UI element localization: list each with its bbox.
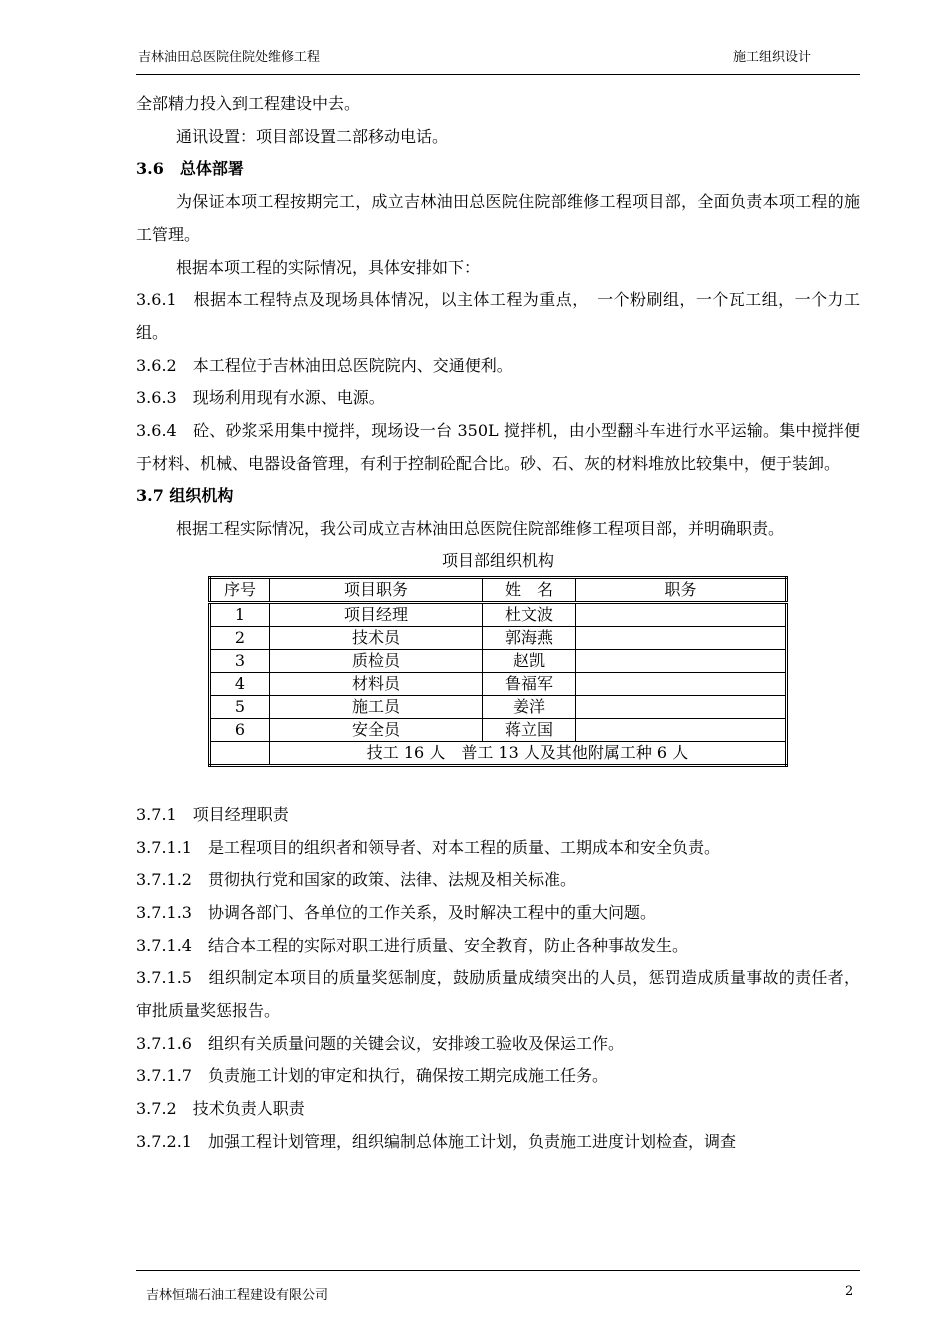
table-cell: 技术员 xyxy=(270,626,483,649)
clause: 3.6.2 本工程位于吉林油田总医院院内、交通便利。 xyxy=(136,355,513,375)
table-cell: 1 xyxy=(210,602,270,626)
table-cell: 4 xyxy=(210,672,270,695)
spacer xyxy=(136,767,860,799)
page-body xyxy=(136,88,860,1159)
clause: 3.7.1.1 是工程项目的组织者和领导者、对本工程的质量、工期成本和安全负责。 xyxy=(136,837,720,857)
section-heading: 3.7 组织机构 xyxy=(136,486,234,506)
staffing-note: 技工 16 人 普工 13 人及其他附属工种 6 人 xyxy=(270,741,787,765)
footer-company: 吉林恒瑞石油工程建设有限公司 xyxy=(146,1288,329,1303)
table-cell: 5 xyxy=(210,695,270,718)
table-cell xyxy=(576,672,787,695)
table-row xyxy=(210,649,787,672)
paragraph: 根据工程实际情况，我公司成立吉林油田总医院住院部维修工程项目部，并明确职责。 xyxy=(176,519,785,539)
table-cell: 项目经理 xyxy=(270,602,483,626)
table-cell: 安全员 xyxy=(270,718,483,741)
table-cell: 3 xyxy=(210,649,270,672)
table-cell xyxy=(576,695,787,718)
clause: 3.6.4 砼、砂浆采用集中搅拌，现场设一台 350L 搅拌机，由小型翻斗车进行水平运输。集中搅拌便于材料、机械、电器设备管理，有利于控制砼配合比。砂、石、灰的材料堆放比较集中，便于装卸。 xyxy=(136,421,860,473)
header-left: 吉林油田总医院住院处维修工程 xyxy=(138,50,321,65)
table-header-cell: 职务 xyxy=(576,577,787,602)
paragraph: 全部精力投入到工程建设中去。 xyxy=(136,94,361,113)
paragraph: 通讯设置：项目部设置二部移动电话。 xyxy=(176,126,449,146)
clause: 3.7.1.3 协调各部门、各单位的工作关系，及时解决工程中的重大问题。 xyxy=(136,902,656,922)
table-row xyxy=(210,672,787,695)
table-cell xyxy=(576,626,787,649)
clause: 3.7.2.1 加强工程计划管理，组织编制总体施工计划，负责施工进度计划检查，调查 xyxy=(136,1131,736,1151)
page-number: 2 xyxy=(845,1284,854,1299)
paragraph: 根据本项工程的实际情况，具体安排如下： xyxy=(176,257,481,277)
table-cell: 2 xyxy=(210,626,270,649)
section-heading: 3.6 总体部署 xyxy=(136,159,244,179)
table-header-row xyxy=(210,577,787,602)
table-cell: 材料员 xyxy=(270,672,483,695)
table-cell: 姜洋 xyxy=(483,695,576,718)
header-divider xyxy=(136,74,860,75)
clause: 3.7.1 项目经理职责 xyxy=(136,804,289,824)
paragraph: 为保证本项工程按期完工，成立吉林油田总医院住院部维修工程项目部，全面负责本项工程的施工管理。 xyxy=(136,192,860,244)
table-footer-row xyxy=(210,741,787,765)
clause: 3.6.1 根据本工程特点及现场具体情况，以主体工程为重点， 一个粉刷组，一个瓦工组，一个力工组。 xyxy=(136,290,860,342)
clause: 3.7.1.4 结合本工程的实际对职工进行质量、安全教育，防止各种事故发生。 xyxy=(136,935,688,955)
clause: 3.7.1.2 贯彻执行党和国家的政策、法律、法规及相关标准。 xyxy=(136,870,576,890)
table-header-cell: 序号 xyxy=(210,577,270,602)
table-cell xyxy=(210,741,270,765)
table-header-cell: 项目职务 xyxy=(270,577,483,602)
table-row xyxy=(210,602,787,626)
table-row xyxy=(210,718,787,741)
header-right: 施工组织设计 xyxy=(733,50,812,65)
clause: 3.7.1.7 负责施工计划的审定和执行，确保按工期完成施工任务。 xyxy=(136,1066,608,1086)
clause: 3.6.3 现场利用现有水源、电源。 xyxy=(136,388,385,408)
clause: 3.7.1.5 组织制定本项目的质量奖惩制度，鼓励质量成绩突出的人员，惩罚造成质量事故的责任者，审批质量奖惩报告。 xyxy=(136,968,860,1021)
clause: 3.7.1.6 组织有关质量问题的关键会议，安排竣工验收及保运工作。 xyxy=(136,1033,624,1053)
table-caption: 项目部组织机构 xyxy=(441,550,554,570)
clause: 3.7.2 技术负责人职责 xyxy=(136,1099,305,1119)
table-cell: 鲁福军 xyxy=(483,672,576,695)
table-header-cell: 姓 名 xyxy=(483,577,576,602)
table-cell xyxy=(576,718,787,741)
table-cell: 施工员 xyxy=(270,695,483,718)
table-cell: 赵凯 xyxy=(483,649,576,672)
table-row xyxy=(210,626,787,649)
org-table xyxy=(208,576,788,767)
table-cell: 蒋立国 xyxy=(483,718,576,741)
table-cell: 质检员 xyxy=(270,649,483,672)
table-cell xyxy=(576,649,787,672)
table-cell: 郭海燕 xyxy=(483,626,576,649)
table-cell xyxy=(576,602,787,626)
table-cell: 杜文波 xyxy=(483,602,576,626)
table-cell: 6 xyxy=(210,718,270,741)
table-row xyxy=(210,695,787,718)
footer-divider xyxy=(136,1270,860,1271)
